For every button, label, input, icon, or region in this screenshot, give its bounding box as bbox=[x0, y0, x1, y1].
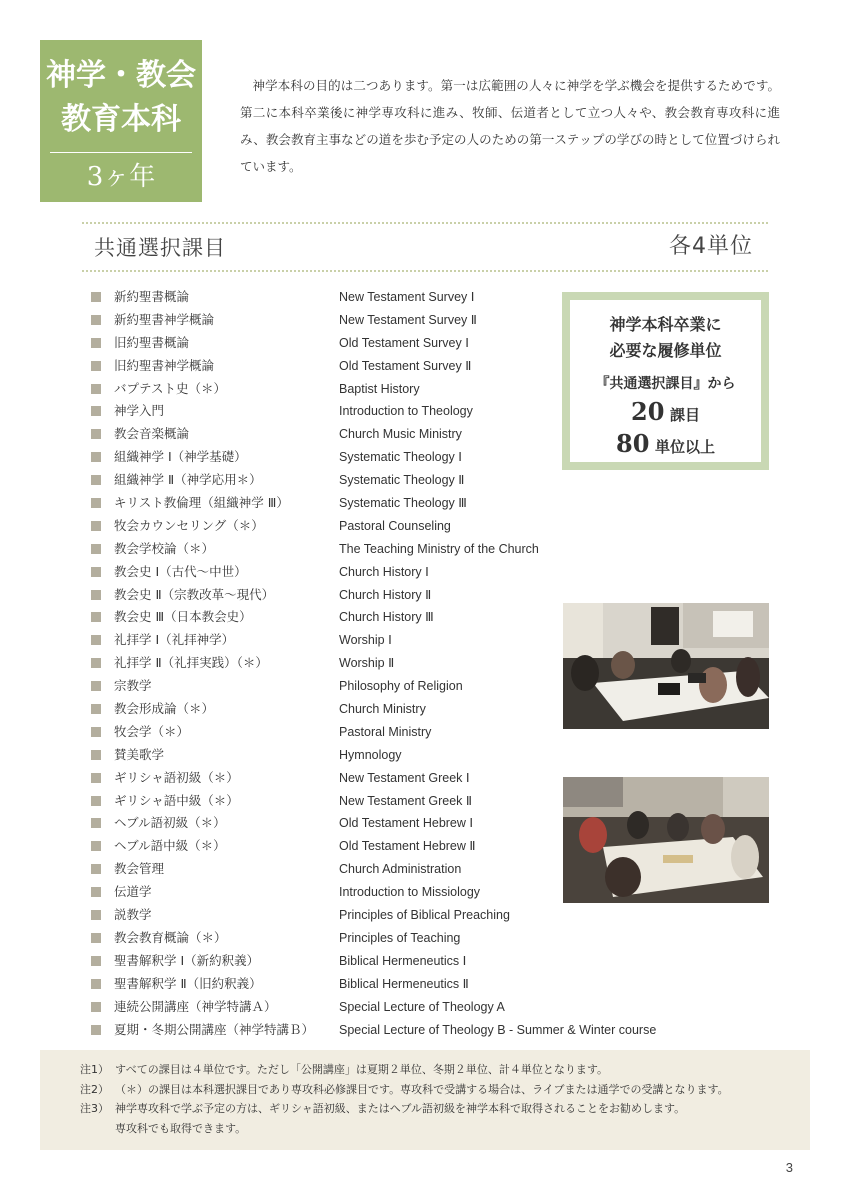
bullet-square-icon bbox=[91, 590, 101, 600]
course-name-en: New Testament Greek Ⅱ bbox=[339, 793, 473, 808]
course-name-jp: 組織神学 Ⅰ（神学基礎） bbox=[114, 449, 247, 465]
bullet-square-icon bbox=[91, 384, 101, 394]
course-name-jp: 旧約聖書概論 bbox=[114, 334, 190, 350]
course-name-en: Special Lecture of Theology B - Summer & Winter course bbox=[339, 1022, 657, 1037]
course-name-jp: 聖書解釈学 Ⅰ（新約釈義） bbox=[114, 952, 260, 968]
course-name-jp: 教会史 Ⅰ（古代〜中世） bbox=[114, 563, 247, 579]
course-name-jp: 新約聖書神学概論 bbox=[114, 311, 215, 327]
bullet-square-icon bbox=[91, 979, 101, 989]
requirement-line-2: 必要な履修単位 bbox=[609, 341, 722, 360]
requirement-line-1: 神学本科卒業に bbox=[609, 315, 722, 334]
course-name-en: Worship Ⅱ bbox=[339, 656, 395, 671]
course-name-en: Biblical Hermeneutics Ⅰ bbox=[339, 953, 467, 968]
bullet-square-icon bbox=[91, 864, 101, 874]
course-item bbox=[91, 904, 731, 927]
note-text: 神学専攻科で学ぶ予定の方は、ギリシャ語初級、またはヘブル語初級を神学本科で取得されることをお勧めします。 bbox=[115, 1102, 686, 1115]
bullet-square-icon bbox=[91, 818, 101, 828]
note-label: 注3） bbox=[80, 1102, 109, 1115]
course-name-en: Baptist History bbox=[339, 381, 420, 396]
course-name-jp: 夏期・冬期公開講座（神学特講Ｂ） bbox=[114, 1021, 315, 1037]
course-name-en: Principles of Biblical Preaching bbox=[339, 908, 510, 923]
course-name-jp: 旧約聖書神学概論 bbox=[114, 357, 215, 373]
bullet-square-icon bbox=[91, 338, 101, 348]
course-name-en: Old Testament Survey Ⅰ bbox=[339, 335, 469, 350]
requirement-course-count bbox=[570, 396, 761, 428]
section-title: 共通選択課目 bbox=[94, 236, 226, 260]
note-text: すべての課目は４単位です。ただし「公開講座」は夏期２単位、冬期２単位、計４単位となります。 bbox=[115, 1063, 609, 1076]
notes-list bbox=[80, 1060, 810, 1119]
bullet-square-icon bbox=[91, 361, 101, 371]
bullet-square-icon bbox=[91, 406, 101, 416]
intro-paragraph: 神学本科の目的は二つあります。第一は広範囲の人々に神学を学ぶ機会を提供するためです。第二に本科卒業後に神学専攻科に進み、牧師、伝道者として立つ人々や、教会教育専攻科に進み、教会教育主事などの道を歩む予定の人のための第一ステップの学びの時として位置づけられています。 bbox=[240, 78, 780, 174]
course-item bbox=[91, 744, 731, 767]
program-title-line-1: 神学・教会 bbox=[46, 58, 196, 93]
course-name-en: New Testament Greek Ⅰ bbox=[339, 770, 470, 785]
program-duration: 3ヶ年 bbox=[86, 162, 156, 192]
requirement-line-3: 『共通選択課目』から bbox=[595, 376, 736, 392]
course-name-en: Principles of Teaching bbox=[339, 930, 461, 945]
classroom-photo-2 bbox=[563, 777, 769, 903]
course-name-en: Introduction to Theology bbox=[339, 404, 473, 419]
bullet-square-icon bbox=[91, 544, 101, 554]
course-name-en: Systematic Theology Ⅱ bbox=[339, 473, 465, 488]
bullet-square-icon bbox=[91, 567, 101, 577]
bullet-square-icon bbox=[91, 887, 101, 897]
course-name-jp: 教会史 Ⅲ（日本教会史） bbox=[114, 609, 252, 625]
course-name-en: New Testament Survey Ⅱ bbox=[339, 312, 477, 327]
course-item bbox=[91, 996, 731, 1019]
bullet-square-icon bbox=[91, 956, 101, 966]
course-name-jp: 教会形成論（＊） bbox=[114, 701, 215, 717]
course-name-en: Hymnology bbox=[339, 747, 402, 762]
course-name-en: The Teaching Ministry of the Church bbox=[339, 541, 539, 556]
requirement-box bbox=[562, 292, 769, 470]
course-name-en: Worship Ⅰ bbox=[339, 633, 392, 648]
note-item bbox=[80, 1099, 810, 1119]
bullet-square-icon bbox=[91, 704, 101, 714]
course-name-jp: 教会学校論（＊） bbox=[114, 540, 215, 556]
credit-count-value: 80 bbox=[616, 429, 650, 458]
course-name-en: Pastoral Counseling bbox=[339, 518, 451, 533]
course-item bbox=[91, 950, 731, 973]
bullet-square-icon bbox=[91, 635, 101, 645]
course-name-en: Special Lecture of Theology A bbox=[339, 999, 505, 1014]
bullet-square-icon bbox=[91, 750, 101, 760]
bullet-square-icon bbox=[91, 796, 101, 806]
course-name-jp: 牧会カウンセリング（＊） bbox=[114, 517, 264, 533]
section-units: 各4単位 bbox=[669, 234, 753, 259]
course-name-jp: キリスト教倫理（組織神学 Ⅲ） bbox=[114, 495, 289, 511]
bullet-square-icon bbox=[91, 452, 101, 462]
course-item bbox=[91, 469, 731, 492]
course-name-jp: 連続公開講座（神学特講Ａ） bbox=[114, 998, 277, 1014]
course-count-value: 20 bbox=[631, 397, 665, 426]
course-name-jp: ギリシャ語初級（＊） bbox=[114, 769, 239, 785]
course-name-jp: 教会音楽概論 bbox=[114, 426, 190, 442]
title-divider bbox=[50, 152, 192, 153]
course-name-en: New Testament Survey Ⅰ bbox=[339, 290, 475, 304]
course-name-jp: 伝道学 bbox=[114, 884, 152, 900]
course-name-en: Church Administration bbox=[339, 862, 462, 877]
course-name-en: Systematic Theology Ⅰ bbox=[339, 450, 462, 465]
course-item bbox=[91, 1019, 731, 1042]
program-title-block bbox=[40, 40, 202, 202]
course-name-jp: 教会教育概論（＊） bbox=[114, 929, 227, 945]
course-name-en: Biblical Hermeneutics Ⅱ bbox=[339, 976, 469, 991]
course-name-en: Pastoral Ministry bbox=[339, 724, 432, 739]
course-name-en: Old Testament Hebrew Ⅰ bbox=[339, 816, 474, 831]
classroom-photo-1 bbox=[563, 603, 769, 729]
bullet-square-icon bbox=[91, 612, 101, 622]
page-number: 3 bbox=[785, 1160, 793, 1175]
course-item bbox=[91, 927, 731, 950]
note-3-continuation: 専攻科でも取得できます。 bbox=[115, 1121, 247, 1135]
requirement-box-inner bbox=[570, 300, 761, 462]
note-item bbox=[80, 1080, 810, 1100]
course-name-jp: 組織神学 Ⅱ（神学応用＊） bbox=[114, 472, 262, 488]
bullet-square-icon bbox=[91, 658, 101, 668]
bullet-square-icon bbox=[91, 475, 101, 485]
course-name-jp: 神学入門 bbox=[114, 403, 165, 419]
course-name-jp: ギリシャ語中級（＊） bbox=[114, 792, 239, 808]
course-name-jp: 牧会学（＊） bbox=[114, 723, 190, 739]
bullet-square-icon bbox=[91, 292, 101, 302]
course-name-en: Old Testament Hebrew Ⅱ bbox=[339, 839, 476, 854]
bullet-square-icon bbox=[91, 315, 101, 325]
bullet-square-icon bbox=[91, 498, 101, 508]
bullet-square-icon bbox=[91, 933, 101, 943]
course-name-en: Church Music Ministry bbox=[339, 427, 462, 442]
course-name-en: Church History Ⅱ bbox=[339, 587, 432, 602]
note-label: 注1） bbox=[80, 1063, 109, 1076]
course-name-en: Church History Ⅲ bbox=[339, 610, 434, 625]
bullet-square-icon bbox=[91, 681, 101, 691]
bullet-square-icon bbox=[91, 910, 101, 920]
bullet-square-icon bbox=[91, 429, 101, 439]
course-name-jp: 新約聖書概論 bbox=[114, 289, 190, 304]
course-name-en: Philosophy of Religion bbox=[339, 679, 463, 694]
bullet-square-icon bbox=[91, 773, 101, 783]
section-divider-bottom bbox=[82, 270, 768, 272]
bullet-square-icon bbox=[91, 521, 101, 531]
course-item bbox=[91, 492, 731, 515]
program-title-line-2: 教育本科 bbox=[61, 102, 181, 137]
course-item bbox=[91, 515, 731, 538]
note-label: 注2） bbox=[80, 1082, 109, 1096]
course-name-jp: バプテスト史（＊） bbox=[114, 380, 227, 396]
course-name-jp: ヘブル語中級（＊） bbox=[114, 838, 226, 854]
course-name-jp: ヘブル語初級（＊） bbox=[114, 815, 226, 831]
note-item bbox=[80, 1060, 810, 1080]
bullet-square-icon bbox=[91, 1025, 101, 1035]
course-item bbox=[91, 561, 731, 584]
course-name-en: Church History Ⅰ bbox=[339, 564, 429, 579]
course-name-en: Old Testament Survey Ⅱ bbox=[339, 358, 472, 373]
course-name-en: Church Ministry bbox=[339, 702, 426, 717]
section-divider-top bbox=[82, 222, 768, 224]
notes-box bbox=[40, 1050, 810, 1150]
course-item bbox=[91, 538, 731, 561]
course-item bbox=[91, 973, 731, 996]
course-name-en: Introduction to Missiology bbox=[339, 885, 481, 900]
requirement-credit-count bbox=[570, 428, 761, 460]
course-name-jp: 礼拝学 Ⅱ（礼拝実践）（＊） bbox=[114, 655, 268, 671]
course-name-jp: 宗教学 bbox=[114, 678, 152, 694]
course-name-en: Systematic Theology Ⅲ bbox=[339, 496, 467, 511]
course-name-jp: 聖書解釈学 Ⅱ（旧約釈義） bbox=[114, 975, 262, 991]
bullet-square-icon bbox=[91, 1002, 101, 1012]
bullet-square-icon bbox=[91, 841, 101, 851]
bullet-square-icon bbox=[91, 727, 101, 737]
course-count-unit: 課目 bbox=[669, 406, 700, 424]
course-name-jp: 説教学 bbox=[114, 907, 152, 923]
note-text: （＊）の課目は本科選択課目であり専攻科必修課目です。専攻科で受講する場合は、ライブまたは通学での受講となります。 bbox=[115, 1082, 729, 1096]
course-name-jp: 賛美歌学 bbox=[114, 746, 165, 762]
credit-count-unit: 単位以上 bbox=[654, 438, 715, 456]
course-name-jp: 教会管理 bbox=[114, 861, 165, 877]
course-name-jp: 礼拝学 Ⅰ（礼拝神学） bbox=[114, 632, 235, 648]
course-name-jp: 教会史 Ⅱ（宗教改革〜現代） bbox=[114, 586, 275, 602]
